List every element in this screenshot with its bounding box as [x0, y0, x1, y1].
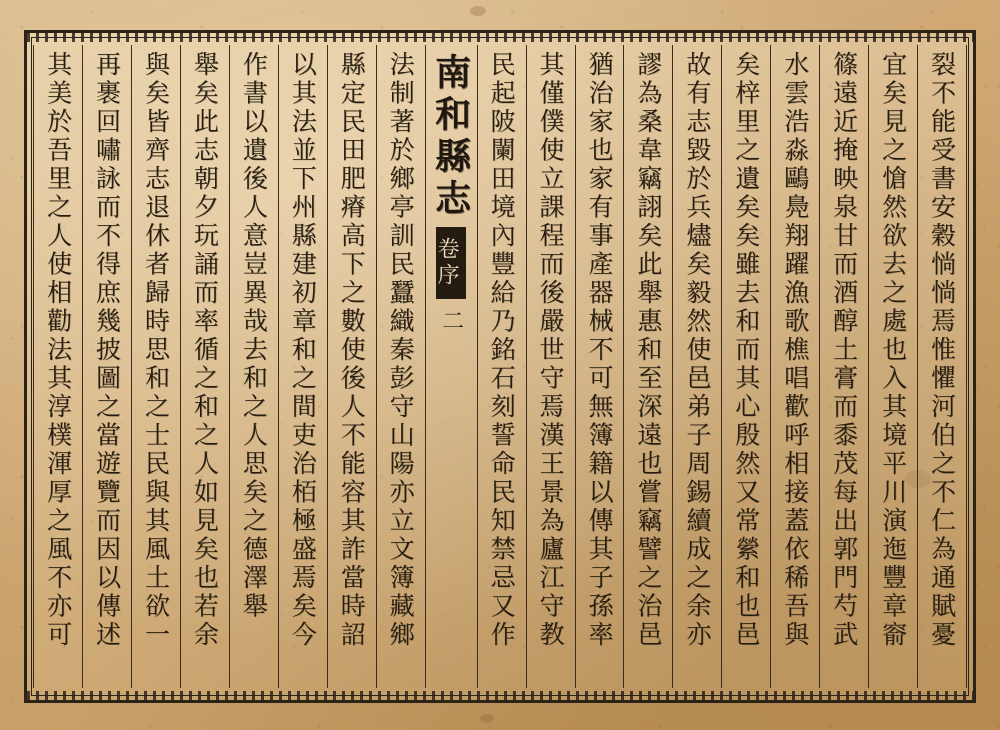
column-text: 裂不能受書安穀惝惝焉惟懼河伯之不仁為通賦憂: [927, 51, 957, 650]
text-column: [623, 45, 672, 688]
column-text: 矣梓里之遺矣矣雖去和而其心殷然又常縈和也邑: [731, 51, 761, 650]
text-column: [526, 45, 575, 688]
text-column: [819, 45, 868, 688]
text-column: [82, 45, 131, 688]
text-column: [33, 45, 82, 688]
text-column: [721, 45, 770, 688]
text-column: [180, 45, 229, 688]
text-column: [131, 45, 180, 688]
paper-stain: [480, 714, 494, 723]
column-text: 水雲浩淼鷗鳧翔躍漁歌樵唱歡呼相接蓋依稀吾與: [780, 51, 810, 650]
text-column: [770, 45, 819, 688]
column-text: 以其法並下州縣建初章和之間吏治栢極盛焉矣今: [288, 51, 318, 650]
text-column-container: [33, 45, 967, 688]
book-title: 南和縣志: [429, 53, 472, 221]
column-text: 宜矣見之愴然欲去之處也入其境平川演迤豐章窬: [878, 51, 908, 650]
column-text: 其僅僕使立課程而後嚴世守焉漢王景為廬江守教: [536, 51, 566, 650]
text-column: [672, 45, 721, 688]
paper-stain: [470, 6, 486, 16]
column-text: 篠遠近掩映泉甘而酒醇土膏而黍茂每出郭門芍武: [829, 51, 859, 650]
column-text: 與矣皆齊志退休者歸時思和之士民與其風土欲一: [141, 51, 171, 650]
text-column: [868, 45, 917, 688]
column-text: 謬為桑韋竊詡矣此舉惠和至深遠也嘗竊譬之治邑: [633, 51, 663, 650]
page-number: 二: [438, 309, 464, 334]
text-column: [376, 45, 425, 688]
column-text: 再裹回嘯詠而不得庶幾披圖之當遊覽而因以傳述: [92, 51, 122, 650]
top-ornament-rail: [27, 33, 973, 42]
column-text: 故有志毀於兵燼矣毅然使邑弟子周錫續成之余亦: [682, 51, 712, 650]
column-text: 舉矣此志朝夕玩誦而率循之和之人如見矣也若余: [190, 51, 220, 650]
text-column: [327, 45, 376, 688]
printed-text-block: [24, 30, 976, 703]
column-text: 猶治家也家有事產器械不可無簿籍以傳其子孫率: [584, 51, 614, 650]
column-text: 作書以遺後人意豈異哉去和之人思矣之德澤舉: [239, 51, 269, 621]
column-text: 其美於吾里之人使相勸法其淳樸渾厚之風不亦可: [43, 51, 73, 650]
column-text: 縣定民田肥瘠高下之數使後人不能容其詐當時詔: [337, 51, 367, 650]
title-column: [425, 45, 477, 688]
text-column: [278, 45, 327, 688]
column-text: 民起陂闌田境內豐給乃銘石刻誓命民知禁忌又作: [487, 51, 517, 650]
text-column: [477, 45, 526, 688]
text-column: [229, 45, 278, 688]
bottom-ornament-rail: [27, 691, 973, 700]
column-text: 法制著於鄉亭訓民蠶織秦彭守山陽亦立文簿藏鄉: [386, 51, 416, 650]
section-label-panel: 卷序: [436, 227, 466, 299]
text-column: [917, 45, 967, 688]
text-column: [575, 45, 624, 688]
